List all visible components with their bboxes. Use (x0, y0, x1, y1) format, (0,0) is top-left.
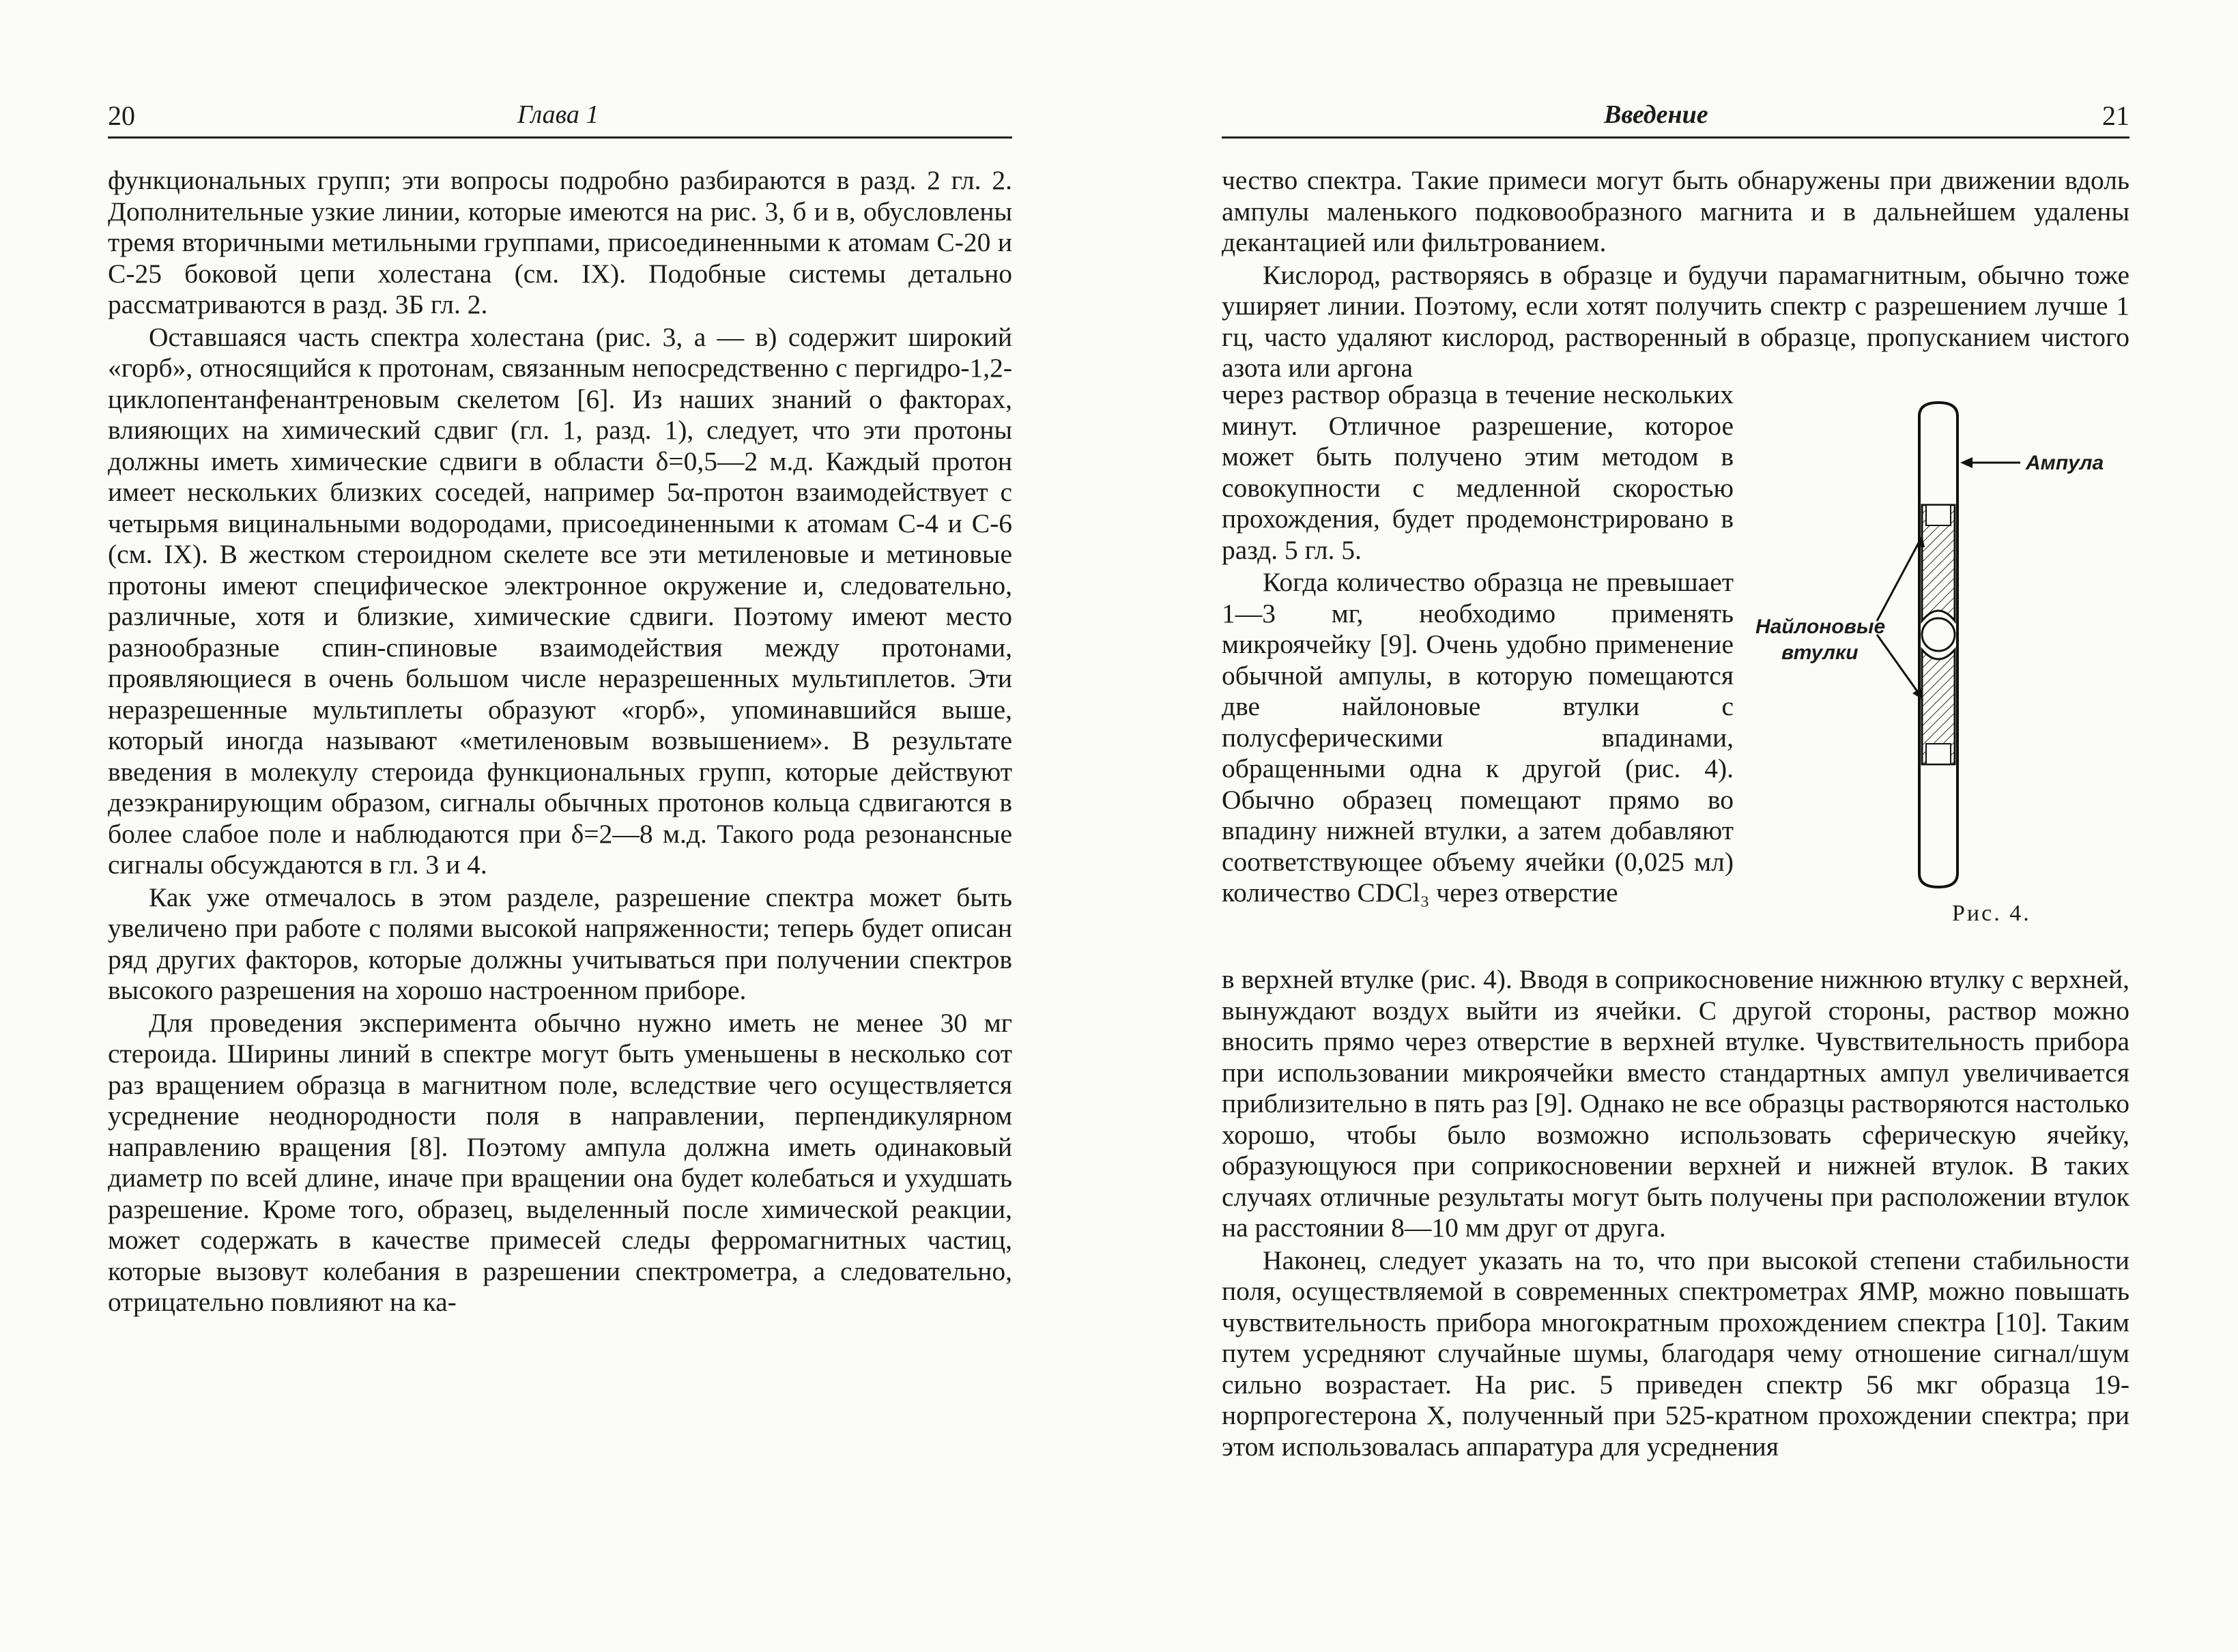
paragraph: Как уже отмечалось в этом разделе, разрешение спектра может быть увеличено при работе с полями высокой напряженности; теперь будет описан ряд других факторов, которые должны учитываться при получении спектров высокого разрешения на хорошо настроенном приборе. (108, 882, 1012, 1005)
paragraph: функциональных групп; эти вопросы подробно разбираются в разд. 2 гл. 2. Дополнительные узкие линии, которые имеются на рис. 3, б и в, обусловлены тремя вторичными метильными группами, присоединенными к атомам С-20 и С-25 боковой цепи холестана (см. IX). Подобные системы детально рассматриваются в разд. 3Б гл. 2. (108, 165, 1012, 319)
paragraph: Для проведения эксперимента обычно нужно иметь не менее 30 мг стероида. Ширины линий в спектре могут быть уменьшены в несколько сот раз вращением образца в магнитном поле, вследствие чего осуществляется усреднение неоднородности поля в направлении, перпендикулярном направлению вращения [8]. Поэтому ампула должна иметь одинаковый диаметр по всей длине, иначе при вращении она будет колебаться и ухудшать разрешение. Кроме того, образец, выделенный после химической реакции, может содержать в качестве примесей следы ферромагнитных частиц, которые вызовут колебания в разрешении спектрометра, а следовательно, отрицательно повлияют на ка- (108, 1007, 1012, 1317)
upper-bushing-hole (1926, 505, 1951, 525)
paragraph: Оставшаяся часть спектра холестана (рис. 3, а — в) содержит широкий «горб», относящийся к протонам, связанным непосредственно с пергидро-1,2-циклопентанфенантреновым скелетом [6]. Из наших знаний о факторах, влияющих на химический сдвиг (гл. 1, разд. 1), следует, что эти протоны должны иметь химические сдвиги в области δ=0,5—2 м.д. Каждый протон имеет нескольких близких соседей, например 5α-протон взаимодействует с четырьмя вицинальными водородами, присоединенными к атомам С-4 и С-6 (см. IX). В жестком стероидном скелете все эти метиленовые и метиновые протоны имеют специфическое электронное окружение и, следовательно, различные, хотя и близкие, химические сдвиги. Поэтому имеют место разнообразные спин-спиновые взаимодействия между протонами, проявляющиеся в очень большом числе неразрешенных мультиплетов. Эти неразрешенные мультиплеты образуют «горб», упоминавшийся выше, который иногда называют «метиленовым возвышением». В результате введения в молекулу стероида функциональных групп, которые действуют дезэкранирующим образом, сигналы обычных протонов кольца сдвигаются в более слабое поле и наблюдаются при δ=2—8 м.д. Такого рода резонансные сигналы обсуждаются в гл. 3 и 4. (108, 321, 1012, 880)
paragraph: через раствор образца в течение нескольких минут. Отличное разрешение, которое может быть получено этим методом в совокупности с медленной скоростью прохождения, будет продемонстрировано в разд. 5 гл. 5. (1222, 379, 1734, 565)
page-number: 21 (2102, 100, 2129, 131)
label-ampule: Ампула (2026, 452, 2104, 474)
label-bushings: Найлоновые (1755, 615, 1886, 638)
bushing-arrow-lower (1877, 635, 1921, 696)
left-page-body (108, 165, 1012, 1320)
bushing-arrow-upper (1877, 539, 1921, 621)
ampule-diagram (1740, 396, 2123, 942)
right-page-body-beside-figure (1222, 379, 1734, 910)
label-bushings-2: втулки (1781, 641, 1859, 664)
figure-caption: Рис. 4. (1952, 901, 2031, 926)
lower-bushing-hole (1926, 744, 1951, 764)
sphere-cell (1922, 618, 1955, 651)
running-head: Введение (1604, 100, 1708, 129)
paragraph: в верхней втулке (рис. 4). Вводя в соприкосновение нижнюю втулку с верхней, вынуждают воздух выйти из ячейки. С другой стороны, раствор можно вносить прямо через отверстие в верхней втулке. Чувствительность прибора при использовании микроячейки вместо стандартных ампул увеличивается приблизительно в пять раз [9]. Однако не все образцы растворяются настолько хорошо, чтобы было возможно использовать сферическую ячейку, образующуюся при соприкосновении верхней и нижней втулок. В таких случаях отличные результаты могут быть получены при расположении втулок на расстоянии 8—10 мм друг от друга. (1222, 964, 2129, 1243)
paragraph: Когда количество образца не превышает 1—3 мг, необходимо применять микроячейку [9]. Очень удобно применение обычной ампулы, в которую помещаются две найлоновые втулки с полусферическими впадинами, обращенными одна к другой (рис. 4). Обычно образец помещают прямо во впадину нижней втулки, а затем добавляют соответствующее объему ячейки (0,025 мл) количество CDCl₃ через отверстие (1222, 567, 1734, 908)
paragraph: Кислород, растворяясь в образце и будучи парамагнитным, обычно тоже уширяет линии. Поэтому, если хотят получить спектр с разрешением лучше 1 гц, часто удаляют кислород, растворенный в образце, пропусканием чистого азота или аргона (1222, 259, 2129, 383)
right-page-body-top (1222, 165, 2129, 386)
paragraph: чество спектра. Такие примеси могут быть обнаружены при движении вдоль ампулы маленького подковообразного магнита и в дальнейшем удалены декантацией или фильтрованием. (1222, 165, 2129, 257)
right-page (1119, 0, 2238, 1652)
left-page-header (108, 94, 1012, 139)
right-page-body-bottom (1222, 964, 2129, 1464)
figure-4-microcell (1740, 396, 2123, 942)
right-page-header (1222, 94, 2129, 139)
paragraph: Наконец, следует указать на то, что при высокой степени стабильности поля, осуществляемой в современных спектрометрах ЯМР, можно повышать чувствительность прибора многократным прохождением спектра [10]. Таким путем усредняют случайные шумы, благодаря чему отношение сигнал/шум сильно возрастает. На рис. 5 приведен спектр 56 мкг образца 19-норпрогестерона X, полученный при 525-кратном прохождении спектра; при этом использовалась аппаратура для усреднения (1222, 1245, 2129, 1462)
running-head: Глава 1 (517, 100, 599, 129)
page-number: 20 (108, 100, 135, 131)
